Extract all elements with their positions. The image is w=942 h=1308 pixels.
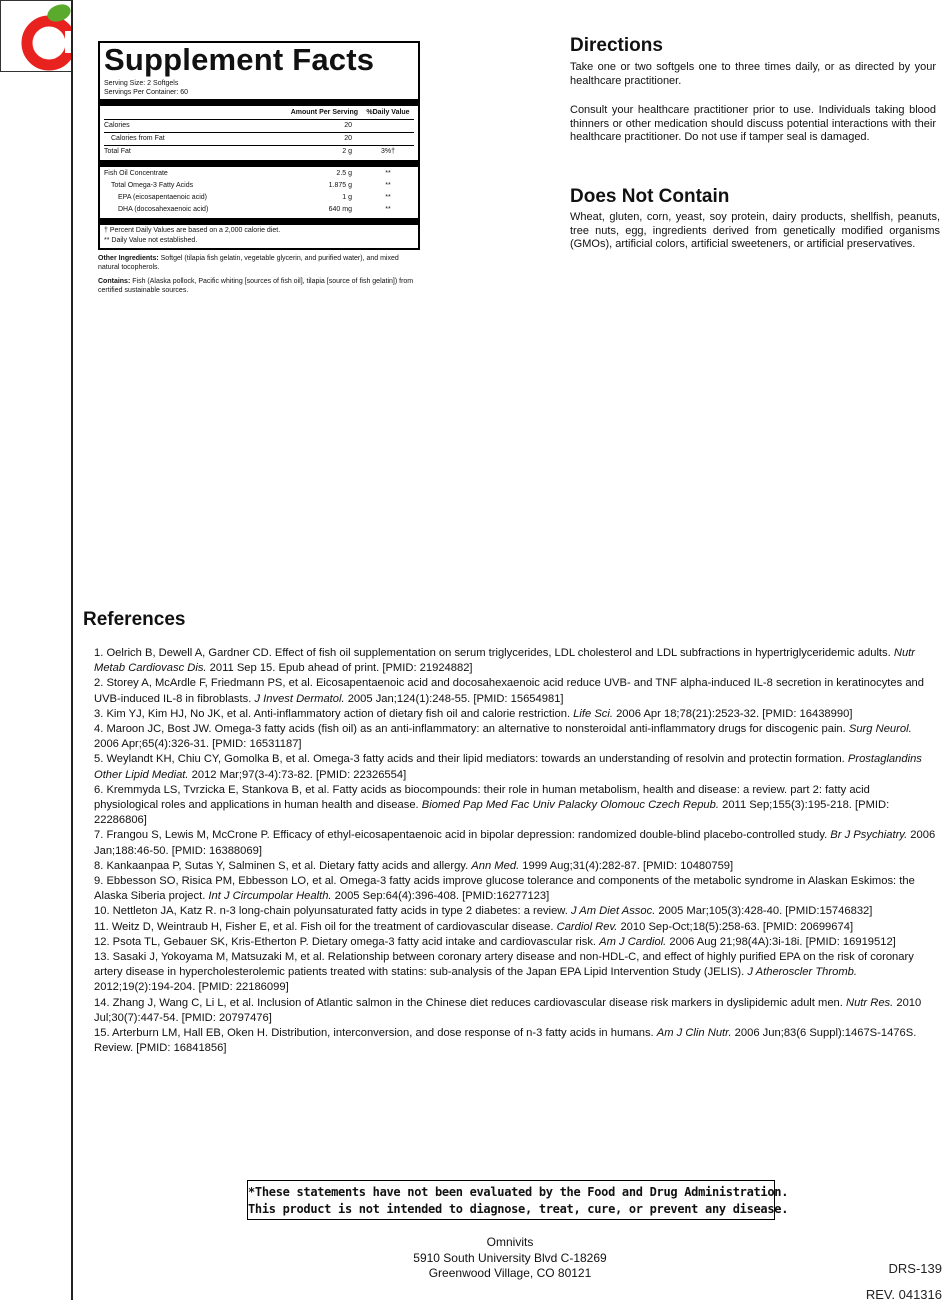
references-list xyxy=(94,646,936,1056)
address-line2: Greenwood Village, CO 80121 xyxy=(428,1266,592,1280)
reference-item: 10. Nettleton JA, Katz R. n-3 long-chain polyunsaturated fatty acids in type 2 diabetes: a review. J Am Diet Assoc. 2005 Mar;105(3):428-40. [PMID:15746832] xyxy=(94,905,873,918)
fda-disclaimer-line1: *These statements have not been evaluated by the Food and Drug Administration. xyxy=(248,1185,789,1199)
reference-item: 8. Kankaanpaa P, Sutas Y, Salminen S, et al. Dietary fatty acids and allergy. Ann Med. 1999 Aug;31(4):282-87. [PMID: 10480759] xyxy=(94,859,734,872)
does-not-contain-heading: Does Not Contain xyxy=(570,186,730,207)
other-ingredients: Other Ingredients: Softgel (tilapia fish gelatin, vegetable glycerin, and purified water), and mixed natural tocopherols. xyxy=(98,255,399,271)
footnote-percent-dv: † Percent Daily Values are based on a 2,000 calorie diet. xyxy=(104,227,281,234)
thick-divider xyxy=(100,99,418,106)
dv-column-header: %Daily Value xyxy=(366,108,410,116)
amount-column-header: Amount Per Serving xyxy=(290,108,358,116)
reference-item: 5. Weylandt KH, Chiu CY, Gomolka B, et al. Omega-3 fatty acids and their lipid mediators: towards an understanding of resolvin and protectin formation. Prostaglandins Other Lipid Mediat. 2012 Mar;97(3-4):73-82. [PMID: 22326554] xyxy=(94,753,922,781)
reference-item: 1. Oelrich B, Dewell A, Gardner CD. Effect of fish oil supplementation on serum triglycerides, LDL cholesterol and LDL subfractions in hypertriglyceridemic adults. Nutr Metab Cardiovasc Dis. 2011 Sep 15. Epub ahead of print. [PMID: 21924882] xyxy=(94,647,915,675)
reference-item: 9. Ebbesson SO, Risica PM, Ebbesson LO, et al. Omega-3 fatty acids improve glucose tolerance and components of the metabolic syndrome in Alaskan Eskimos: the Alaska Siberia project. Int J Circumpolar Health. 2005 Sep:64(4):396-408. [PMID:16277123] xyxy=(94,875,915,903)
warning-text: Consult your healthcare practitioner prior to use. Individuals taking blood thinners or other medication should discuss potential interactions with their healthcare practitioner. Do not use if tamper seal is damaged. xyxy=(570,104,936,143)
company-address xyxy=(380,1235,640,1282)
facts-header-row xyxy=(104,107,414,120)
reference-item: 11. Weitz D, Weintraub H, Fisher E, et al. Fish oil for the treatment of cardiovascular disease. Cardiol Rev. 2010 Sep-Oct;18(5):258-63. [PMID: 20699674] xyxy=(94,920,854,933)
left-margin-rule xyxy=(71,0,73,1300)
reference-item: 15. Arterburn LM, Hall EB, Oken H. Distribution, interconversion, and dose response of n-3 fatty acids in humans. Am J Clin Nutr. 2006 Jun;83(6 Suppl):1467S-1476S. Review. [PMID: 16841856] xyxy=(94,1027,917,1055)
company-name: Omnivits xyxy=(486,1235,534,1249)
thick-divider xyxy=(100,160,418,167)
fda-disclaimer-box xyxy=(247,1180,789,1220)
serving-size: Serving Size: 2 Softgels xyxy=(104,80,179,87)
reference-item: 7. Frangou S, Lewis M, McCrone P. Efficacy of ethyl-eicosapentaenoic acid in bipolar depression: randomized double-blind placebo-controlled study. Br J Psychiatry. 2006 Jan;188:46-50. [PMID: 16388069] xyxy=(94,829,936,857)
facts-row: Total Fat 2 g 3%† xyxy=(104,147,395,155)
document-code: DRS-139 xyxy=(888,1261,942,1276)
facts-row: Total Omega-3 Fatty Acids 1.875 g ** xyxy=(111,181,391,189)
facts-row: Calories 20 xyxy=(104,120,414,133)
supplement-facts-panel xyxy=(98,41,420,300)
reference-item: 13. Sasaki J, Yokoyama M, Matsuzaki M, et al. Relationship between coronary artery disease and non-HDL-C, and effect of highly purified EPA on the risk of coronary artery disease in hypercholesterolemic patients treated with statins: sub-analysis of the Japan EPA Lipid Intervention Study (JELIS). J Atheroscler Thromb. 2012;19(2):194-204. [PMID: 22186099] xyxy=(94,951,914,994)
facts-row: DHA (docosahexaenoic acid) 640 mg ** xyxy=(118,205,391,213)
contains-statement: Contains: Fish (Alaska pollock, Pacific whiting [sources of fish oil], tilapia [source of fish gelatin]) from certified sustainable sources. xyxy=(98,278,414,294)
directions-heading: Directions xyxy=(570,35,663,56)
facts-row: EPA (eicosapentaenoic acid) 1 g ** xyxy=(118,193,391,201)
reference-item: 6. Kremmyda LS, Tvrzicka E, Stankova B, et al. Fatty acids as biocompounds: their role in human metabolism, health and disease: a review. part 2: fatty acid physiological roles and applications in human health and disease. Biomed Pap Med Fac Univ Palacky Olomouc Czech Repub. 2011 Sep;155(3):195-218. [PMID: 22286806] xyxy=(94,783,890,827)
directions-text: Take one or two softgels one to three times daily, or as directed by your healthcare practitioner. xyxy=(570,61,936,87)
reference-item: 4. Maroon JC, Bost JW. Omega-3 fatty acids (fish oil) as an anti-inflammatory: an alternative to nonsteroidal anti-inflammatory drugs for discogenic pain. Surg Neurol. 2006 Apr;65(4):326-31. [PMID: 16531187] xyxy=(94,723,912,751)
reference-item: 14. Zhang J, Wang C, Li L, et al. Inclusion of Atlantic salmon in the Chinese diet reduces cardiovascular disease risk markers in dyslipidemic adult men. Nutr Res. 2010 Jul;30(7):447-54. [PMID: 20797476] xyxy=(94,996,922,1024)
servings-per-container: Servings Per Container: 60 xyxy=(104,89,189,96)
brand-logo xyxy=(0,0,72,72)
reference-item: 3. Kim YJ, Kim HJ, No JK, et al. Anti-inflammatory action of dietary fish oil and calorie restriction. Life Sci. 2006 Apr 18;78(21):2523-32. [PMID: 16438990] xyxy=(94,707,853,720)
supplement-facts-title: Supplement Facts xyxy=(104,42,375,77)
reference-item: 12. Psota TL, Gebauer SK, Kris-Etherton P. Dietary omega-3 fatty acid intake and cardiovascular risk. Am J Cardiol. 2006 Aug 21;98(4A):3i-18i. [PMID: 16919512] xyxy=(94,935,896,948)
address-line1: 5910 South University Blvd C-18269 xyxy=(413,1250,607,1265)
reference-item: 2. Storey A, McArdle F, Friedmann PS, et al. Eicosapentaenoic acid and docosahexaenoic acid reduce UVB- and TNF alpha-induced IL-8 secretion in keratinocytes and UVB-induced IL-8 in fibroblasts. J Invest Dermatol. 2005 Jan;124(1):248-55. [PMID: 15654981] xyxy=(94,677,924,705)
facts-row: Calories from Fat 20 xyxy=(104,133,414,146)
apple-logo-icon xyxy=(1,1,72,72)
revision-code: REV. 041316 xyxy=(865,1287,942,1302)
thick-divider xyxy=(100,218,418,225)
document-id xyxy=(822,1256,942,1308)
references-heading: References xyxy=(83,609,186,630)
facts-row: Fish Oil Concentrate 2.5 g ** xyxy=(104,169,391,177)
fda-disclaimer-line2: This product is not intended to diagnose, treat, cure, or prevent any disease. xyxy=(248,1202,789,1216)
footnote-dv-not-established: ** Daily Value not established. xyxy=(104,237,198,244)
does-not-contain-text: Wheat, gluten, corn, yeast, soy protein, dairy products, shellfish, peanuts, tree nuts, egg, ingredients derived from genetically modified organisms (GMOs), artificial colors, artificial sweeteners, or artificial preservatives. xyxy=(570,211,940,250)
